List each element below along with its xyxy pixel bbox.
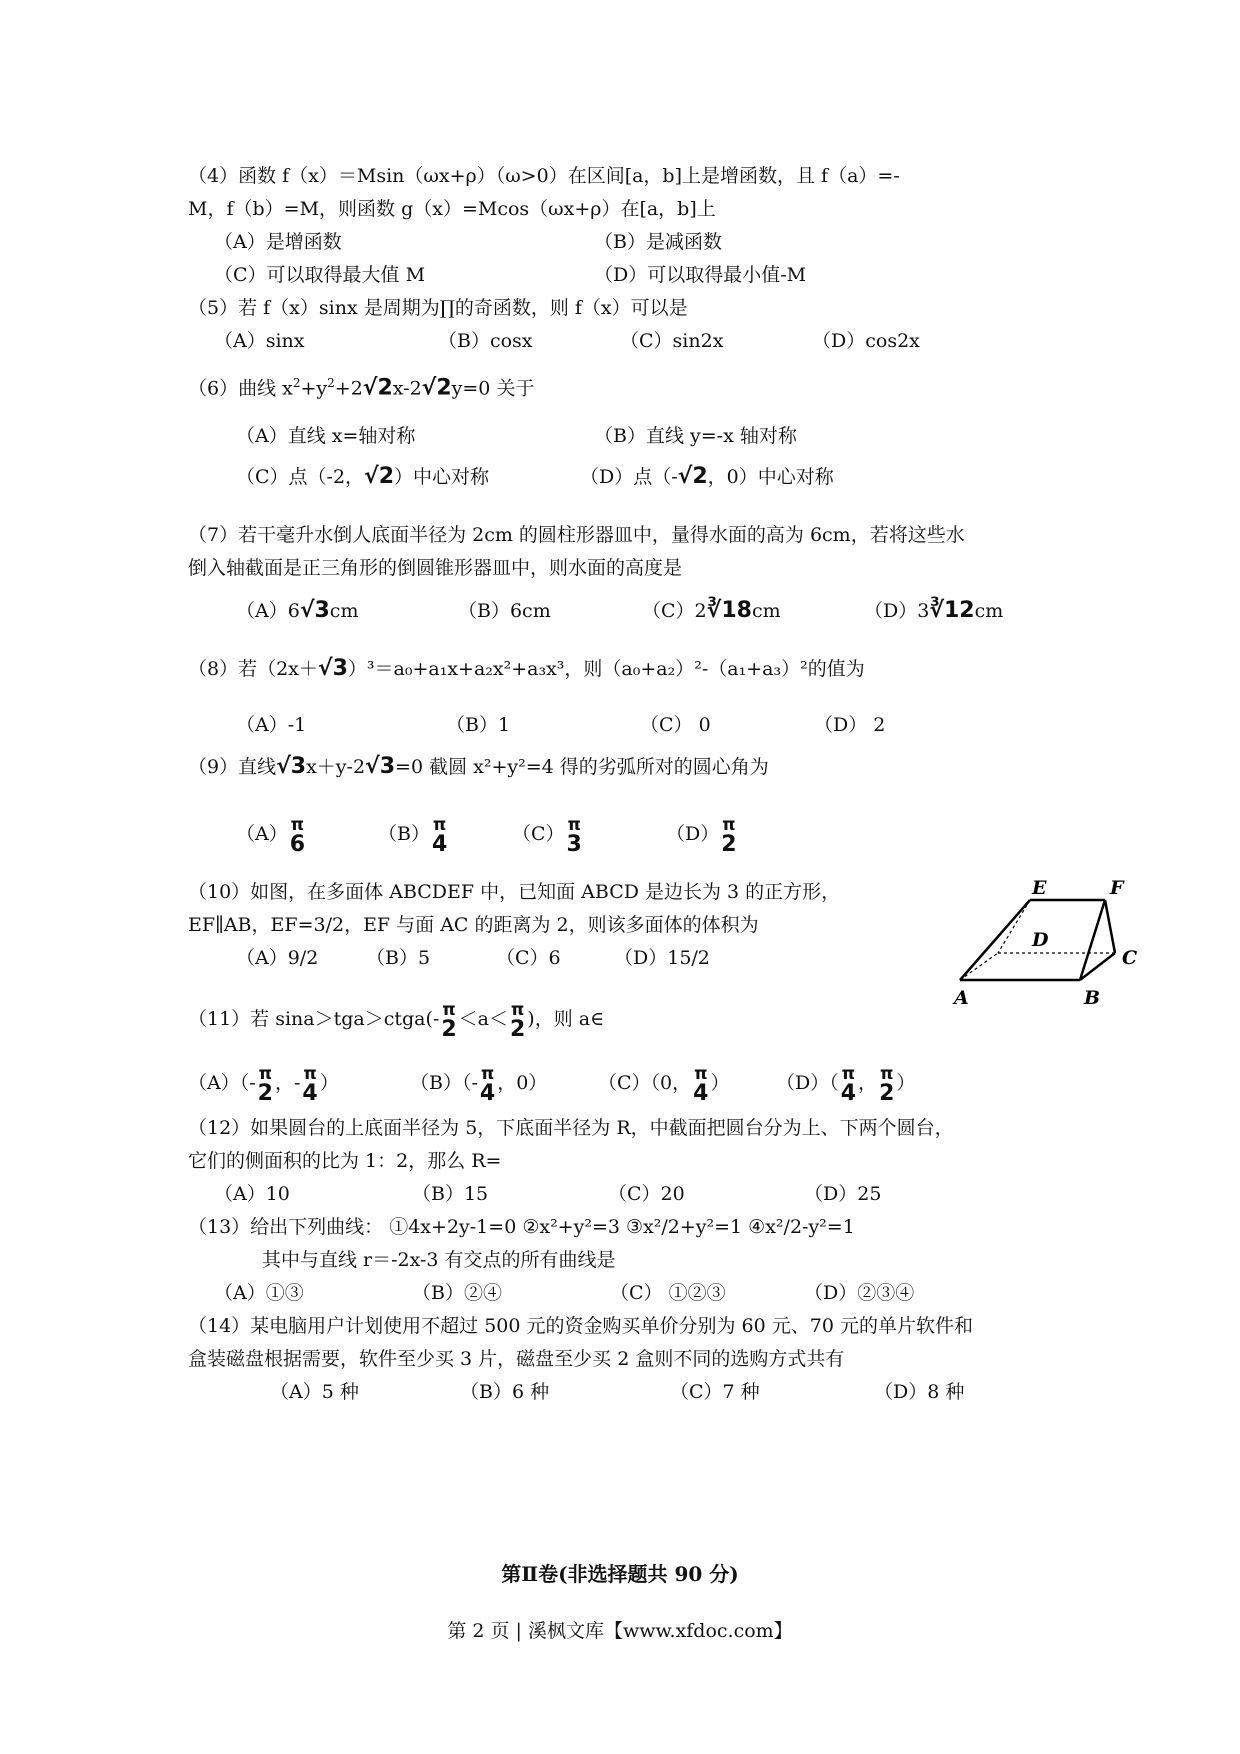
q14-line2: 盒装磁盘根据需要，软件至少买 3 片，磁盘至少买 2 盒则不同的选购方式共有 [188,1348,845,1370]
q11-option-b: （B）（- π 4 ，0） [410,1064,548,1106]
q4-option-c: （C）可以取得最大值 M [214,264,426,286]
q12-option-c: （C）20 [608,1183,685,1205]
q8-option-a: （A）-1 [236,714,307,736]
q10-option-d: （D）15/2 [614,947,710,969]
q9-option-d: （D） π 2 [666,815,737,857]
polyhedron-figure [950,858,1145,1018]
q5-option-c: （C）sin2x [620,330,724,352]
q7-line2: 倒入轴截面是正三角形的倒圆锥形器皿中，则水面的高度是 [188,557,683,579]
q13-option-b: （B）②④ [412,1282,502,1304]
q6-option-d: （D）点（-√2，0）中心对称 [580,464,834,489]
q7-option-c: （C）2∛18cm [642,598,781,623]
q11-option-c: （C）（0， π 4 ） [598,1064,730,1106]
q6-option-a: （A）直线 x=轴对称 [236,425,416,447]
q12-option-b: （B）15 [412,1183,489,1205]
q13-option-a: （A）①③ [214,1282,304,1304]
q14-option-b: （B）6 种 [460,1381,550,1403]
q8-option-d: （D） 2 [814,714,886,736]
vertex-label-d: D [1032,929,1049,951]
q13-option-c: （C） ①②③ [610,1282,726,1304]
q4-option-d: （D）可以取得最小值-M [594,264,807,286]
q8-option-c: （C） 0 [640,714,711,736]
q11-option-a: （A）（- π 2 ，- π 4 ） [188,1064,339,1106]
q11-option-d: （D）（ π 4 ， π 2 ） [776,1064,916,1106]
q9-option-c: （C） π 3 [512,815,582,857]
section-title: 第Ⅱ卷(非选择题共 90 分) [501,1562,739,1586]
vertex-label-e: E [1032,877,1047,899]
q5-option-a: （A）sinx [214,330,305,352]
q6-option-b: （B）直线 y=-x 轴对称 [594,425,797,447]
q9-option-a: （A） π 6 [236,815,306,857]
page-footer: 第 2 页 | 溪枫文库【www.xfdoc.com】 [447,1620,793,1642]
q4-line2: M，f（b）=M，则函数 g（x）=Mcos（ωx+ρ）在[a，b]上 [188,198,716,220]
q13-line1: （13）给出下列曲线： ①4x+2y-1=0 ②x²+y²=3 ③x²/2+y²=1 ④x²/2-y²=1 [188,1216,855,1238]
q10-option-b: （B）5 [366,947,431,969]
q5-line1: （5）若 f（x）sinx 是周期为∏的奇函数，则 f（x）可以是 [188,297,688,319]
q7-option-a: （A）6√3cm [236,598,359,623]
q13-line2: 其中与直线 r＝-2x-3 有交点的所有曲线是 [262,1249,616,1271]
q14-option-d: （D）8 种 [874,1381,965,1403]
sqrt2-radical: √2 [362,375,393,401]
q12-option-d: （D）25 [804,1183,882,1205]
q4-option-a: （A）是增函数 [214,231,342,253]
vertex-label-a: A [954,987,969,1009]
q8-option-b: （B）1 [446,714,511,736]
q12-option-a: （A）10 [214,1183,290,1205]
q10-line1: （10）如图，在多面体 ABCDEF 中，已知面 ABCD 是边长为 3 的正方形， [188,881,841,903]
q10-line2: EF∥AB，EF=3/2，EF 与面 AC 的距离为 2，则该多面体的体积为 [188,914,759,936]
q14-option-c: （C）7 种 [670,1381,760,1403]
q13-option-d: （D）②③④ [804,1282,915,1304]
q5-option-d: （D）cos2x [812,330,920,352]
q7-option-b: （B）6cm [458,600,551,622]
q9-stem: （9）直线√3x＋y-2√3=0 截圆 x²+y²=4 得的劣弧所对的圆心角为 [188,754,769,779]
vertex-label-c: C [1122,947,1138,969]
q6-option-c: （C）点（-2，√2）中心对称 [236,464,490,489]
q14-line1: （14）某电脑用户计划使用不超过 500 元的资金购买单价分别为 60 元、70 元的单片软件和 [188,1315,973,1337]
q14-option-a: （A）5 种 [270,1381,359,1403]
q4-line1: （4）函数 f（x）＝Msin（ωx+ρ）（ω>0）在区间[a，b]上是增函数，且 f（a）=- [188,165,900,187]
q10-option-c: （C）6 [496,947,561,969]
q12-line1: （12）如果圆台的上底面半径为 5，下底面半径为 R，中截面把圆台分为上、下两个圆台， [188,1117,954,1139]
q7-option-d: （D）3∛12cm [864,598,1004,623]
q4-option-b: （B）是减函数 [594,231,722,253]
vertex-label-f: F [1110,877,1124,899]
sqrt2-radical: √2 [421,375,452,401]
q7-line1: （7）若干毫升水倒人底面半径为 2cm 的圆柱形器皿中，量得水面的高为 6cm，若将这些水 [188,524,965,546]
q9-option-b: （B） π 4 [378,815,448,857]
q12-line2: 它们的侧面积的比为 1：2，那么 R= [188,1150,502,1172]
q8-stem: （8）若（2x＋√3）³＝a₀+a₁x+a₂x²+a₃x³，则（a₀+a₂）²-（a₁+a₃）²的值为 [188,656,865,681]
q5-option-b: （B）cosx [438,330,533,352]
q11-stem: （11）若 sina＞tga＞ctga(- π 2 ＜a＜ π 2 )，则 a∈ [188,1000,605,1042]
q6-stem: （6）曲线 $x^2+y^2+2√2x-2√2y=0$ 关于 [188,375,535,401]
vertex-label-b: B [1084,987,1101,1009]
q10-option-a: （A）9/2 [236,947,319,969]
